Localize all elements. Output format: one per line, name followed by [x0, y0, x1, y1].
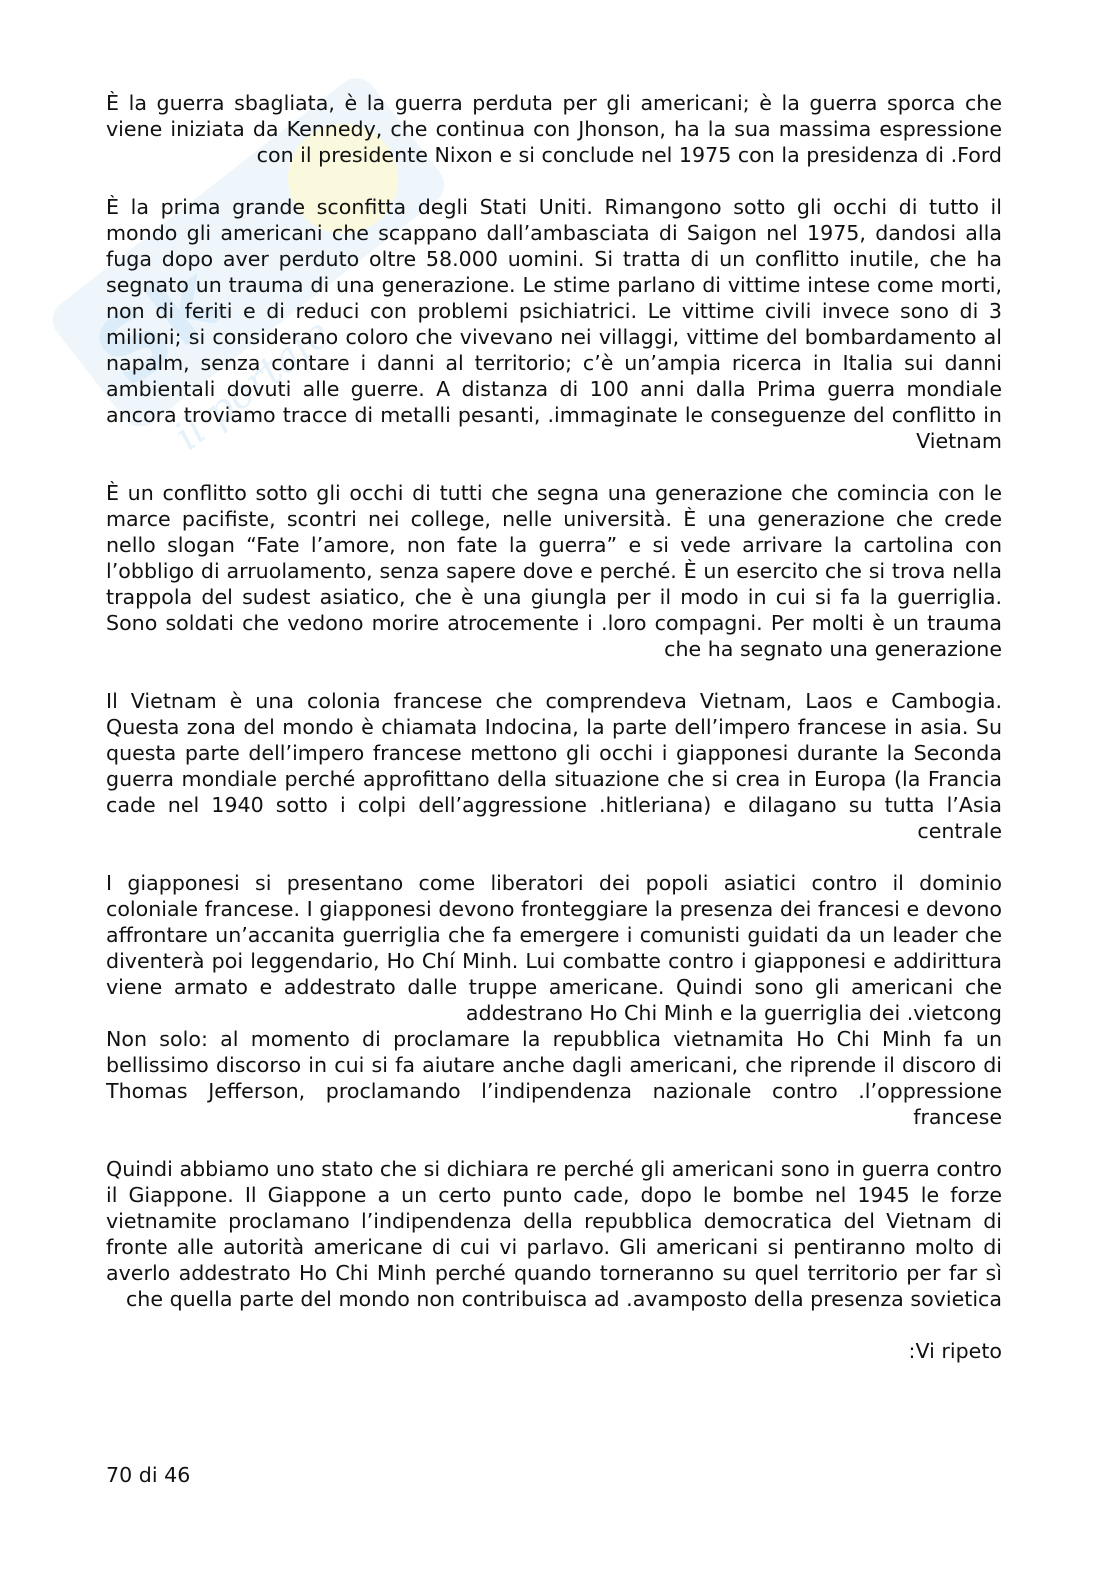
- watermark-brand-text: Sk: [75, 245, 243, 409]
- paragraph-5: I giapponesi si presentano come liberatori dei popoli asiatici contro il dominio coloniale francese. I giapponesi devono fronteggiare la presenza dei francesi e devono affrontare un’accanita guerriglia che fa emergere i comunisti guidati da un leader che diventerà poi leggendario, Ho Chí Minh. Lui combatte contro i giapponesi e addirittura viene armato e addestrato dalle truppe americane. Quindi sono gli americani che addestrano Ho Chi Minh e la guerriglia dei .vietcong: [106, 871, 1002, 1025]
- paragraph-2: È la prima grande sconfitta degli Stati Uniti. Rimangono sotto gli occhi di tutto il mondo gli americani che scappano dall’ambasciata di Saigon nel 1975, dandosi alla fuga dopo aver perduto oltre 58.000 uomini. Si tratta di un conflitto inutile, che ha segnato un trauma di una generazione. Le stime parlano di vittime intese come morti, non di feriti e di reduci con problemi psichiatrici. Le vittime civili invece sono di 3 milioni; si considerano coloro che vivevano nei villaggi, vittime del bombardamento al napalm, senza contare i danni al territorio; c’è un’ampia ricerca in Italia sui danni ambientali dovuti alle guerre. A distanza di 100 anni dalla Prima guerra mondiale ancora troviamo tracce di metalli pesanti, .immaginate le conseguenze del conflitto in Vietnam: [106, 195, 1002, 453]
- paragraph-7: Quindi abbiamo uno stato che si dichiara re perché gli americani sono in guerra contro il Giappone. Il Giappone a un certo punto cade, dopo le bombe nel 1945 le forze vietnamite proclamano l’indipendenza della repubblica democratica del Vietnam di fronte alle autorità americane di cui vi parlavo. Gli americani si pentiranno molto di averlo addestrato Ho Chi Minh perché quando torneranno su quel territorio per far sì che quella parte del mondo non contribuisca ad .avamposto della presenza sovietica: [106, 1157, 1002, 1311]
- paragraph-1: È la guerra sbagliata, è la guerra perduta per gli americani; è la guerra sporca che viene iniziata da Kennedy, che continua con Jhonson, ha la sua massima espressione con il presidente Nixon e si conclude nel 1975 con la presidenza di .Ford: [106, 91, 1002, 167]
- paragraph-8: :Vi ripeto: [908, 1339, 1002, 1363]
- document-page: [106, 90, 1002, 1390]
- paragraph-4: Il Vietnam è una colonia francese che comprendeva Vietnam, Laos e Cambogia. Questa zona del mondo è chiamata Indocina, la parte dell’impero francese in asia. Su questa parte dell’impero francese mettono gli occhi i giapponesi durante la Seconda guerra mondiale perché approfittano della situazione che si crea in Europa (la Francia cade nel 1940 sotto i colpi dell’aggressione .hitleriana) e dilagano su tutta l’Asia centrale: [106, 689, 1002, 843]
- paragraph-6: Non solo: al momento di proclamare la repubblica vietnamita Ho Chi Minh fa un bellissimo discorso in cui si fa aiutare anche dagli americani, che riprende il discoro di Thomas Jefferson, proclamando l’indipendenza nazionale contro .l’oppressione francese: [106, 1027, 1002, 1129]
- paragraph-3: È un conflitto sotto gli occhi di tutti che segna una generazione che comincia con le marce pacifiste, scontri nei college, nelle università. È una generazione che crede nello slogan “Fate l’amore, non fate la guerra” e si vede arrivare la cartolina con l’obbligo di arruolamento, senza sapere dove e perché. È un esercito che si trova nella trappola del sudest asiatico, che è una giungla per il modo in cui si fa la guerriglia. Sono soldati che vedono morire atrocemente i .loro compagni. Per molti è un trauma che ha segnato una generazione: [106, 481, 1002, 661]
- watermark-tagline-text: il portale: [166, 310, 340, 460]
- page-number: 70 di 46: [106, 1463, 191, 1487]
